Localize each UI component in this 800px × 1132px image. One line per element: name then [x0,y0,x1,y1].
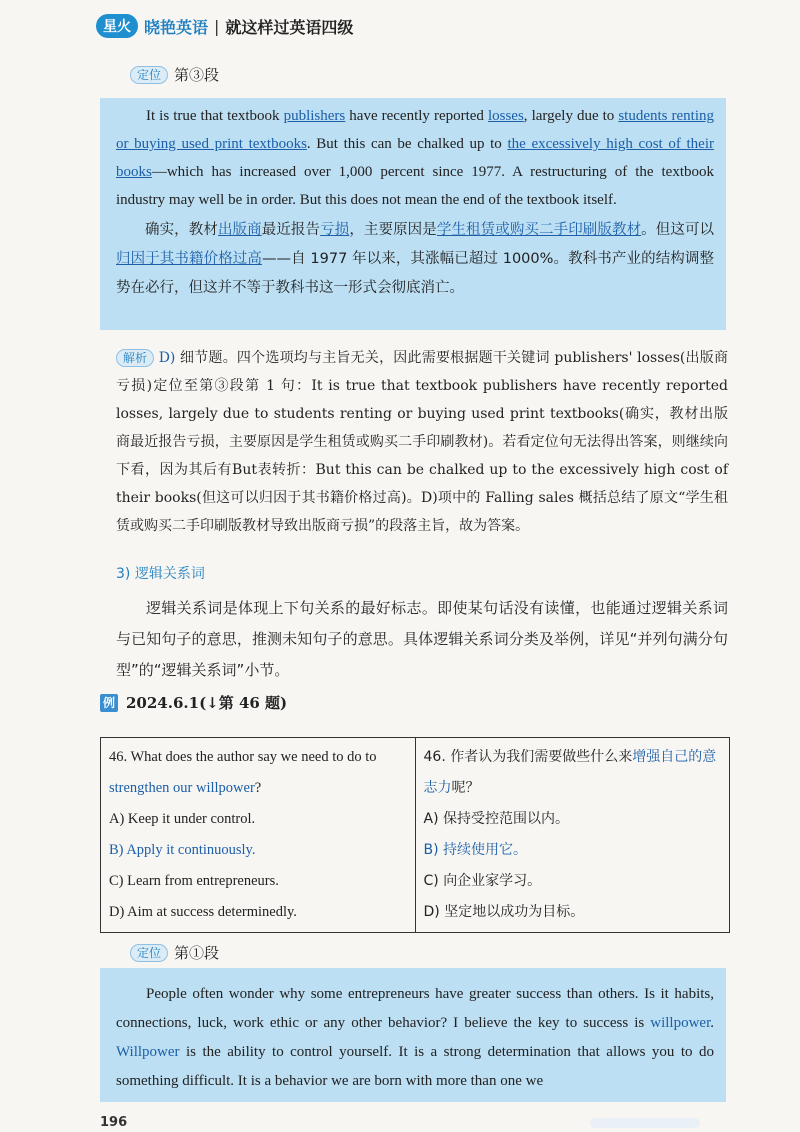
analysis-block [116,344,728,540]
passage-chinese: 确实，教材出版商最近报告亏损，主要原因是学生租赁或购买二手印刷版教材。但这可以归因于其书籍价格过高——自 1977 年以来，其涨幅已超过 1000%。教科书产业的结构调整势在必行，但这并不等于教科书这一形式会彻底消亡。 [116,222,715,296]
option-d-en: D) Aim at success determinedly. [109,904,297,920]
example-icon: 例 [100,694,118,712]
option-b-en: B) Apply it continuously. [109,842,256,858]
question-chinese [415,738,730,933]
page-number: 196 [100,1115,128,1130]
option-b-zh: B) 持续使用它。 [423,842,528,858]
question-stem-zh: 46. 作者认为我们需要做些什么来增强自己的意志力呢？ [423,749,717,796]
passage-english-2: People often wonder why some entrepreneurs have greater success than others. Is it habits, connections, luck, work ethic or any other behavior? I believe the key to success is willpower. Willpower is the ability to control yourself. It is a strong determination that allows you to do something difficult. It is a behavior we are born with more than one we [116,986,714,1089]
passage-box-1 [100,98,726,330]
header-separator: | [214,16,220,36]
option-a-zh: A) 保持受控范围以内。 [423,811,569,827]
passage-box-2 [100,968,726,1102]
brand-logo: 星火 [96,14,138,38]
book-title: 就这样过英语四级 [225,17,354,37]
option-a-en: A) Keep it under control. [109,811,256,827]
answer-letter: D) [158,350,176,366]
question-stem-en: 46. What does the author say we need to do to strengthen our willpower? [109,749,377,796]
option-c-zh: C) 向企业家学习。 [423,873,542,889]
option-c-en: C) Learn from entrepreneurs. [109,873,279,889]
analysis-text: 细节题。四个选项均与主旨无关，因此需要根据题干关键词 publishers' losses(出版商亏损)定位至第③段第 1 句：It is true that textbook publishers have recently reported losses, largely due to students renting or buying used print textbooks(确实，教材出版商最近报告亏损，主要原因是学生租赁或购买二手印刷教材)。若看定位句无法得出答案，则继续向下看，因为其后有But表转折：But this can be chalked up to the excessively high cost of their books(但这可以归因于其书籍价格过高)。D)项中的 Falling sales 概括总结了原文“学生租赁或购买二手印刷版教材导致出版商亏损”的段落主旨，故为答案。 [116,350,728,534]
question-table [100,737,730,933]
locate-label-1 [130,64,219,85]
locate-paragraph: 第③段 [174,66,220,84]
locate-tag: 定位 [130,944,168,962]
passage-english: It is true that textbook publishers have recently reported losses, largely due to students renting or buying used print textbooks. But this can be chalked up to the excessively high cost of their books—which has increased over 1,000 percent since 1977. A restructuring of the textbook industry may well be in order. But this does not mean the end of the textbook itself. [116,108,715,208]
logic-paragraph: 逻辑关系词是体现上下句关系的最好标志。即使某句话没有读懂，也能通过逻辑关系词与已知句子的意思，推测未知句子的意思。具体逻辑关系词分类及举例，详见“并列句满分句型”的“逻辑关系词”小节。 [116,599,728,679]
locate-paragraph: 第①段 [174,944,220,962]
analysis-tag: 解析 [116,349,154,367]
section-heading: 3) 逻辑关系词 [116,566,205,582]
option-d-zh: D) 坚定地以成功为目标。 [423,904,585,920]
page-header [96,10,353,42]
footer-decoration [590,1118,700,1128]
brand-name: 晓艳英语 [144,17,209,37]
example-title: 2024.6.1(↓第 46 题) [126,694,288,712]
question-english [101,738,416,933]
example-heading [100,692,287,713]
locate-tag: 定位 [130,66,168,84]
locate-label-2 [130,942,219,963]
